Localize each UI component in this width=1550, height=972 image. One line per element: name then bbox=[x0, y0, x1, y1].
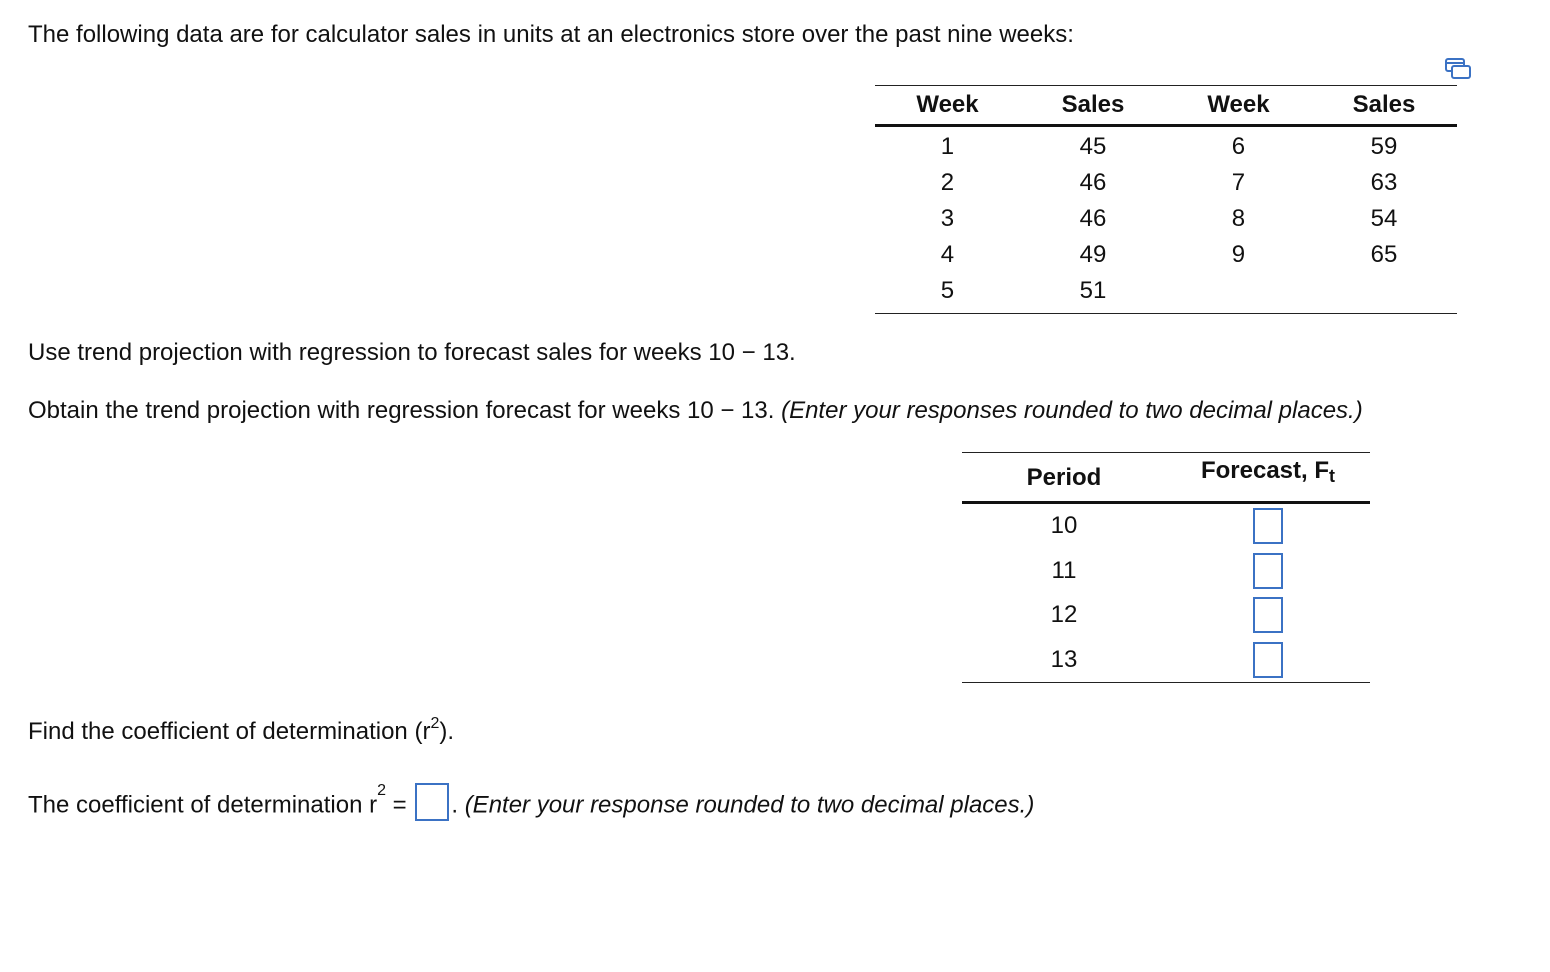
r2-answer-superscript: 2 bbox=[377, 782, 386, 799]
sales-cell bbox=[1311, 273, 1457, 314]
instruction-forecast-hint: (Enter your responses rounded to two decimal places.) bbox=[781, 397, 1363, 424]
table-row bbox=[962, 638, 1370, 683]
week-header: Week bbox=[1166, 86, 1311, 126]
table-row bbox=[875, 165, 1457, 201]
find-r2-prefix: Find the coefficient of determination (r bbox=[28, 718, 431, 745]
period-cell: 13 bbox=[1050, 645, 1078, 673]
copy-icon[interactable] bbox=[1445, 58, 1471, 80]
sales-cell: 65 bbox=[1370, 241, 1398, 268]
data-table-header-row bbox=[875, 86, 1457, 126]
find-r2-question bbox=[28, 715, 455, 745]
week-cell: 1 bbox=[940, 133, 955, 160]
r2-answer-line bbox=[28, 782, 1035, 825]
week-cell: 9 bbox=[1231, 241, 1246, 268]
table-row bbox=[962, 549, 1370, 594]
r2-answer-hint: (Enter your response rounded to two decimal places.) bbox=[464, 791, 1035, 819]
forecast-cell bbox=[1166, 638, 1370, 683]
instruction-forecast bbox=[28, 399, 1363, 423]
table-row bbox=[875, 237, 1457, 273]
forecast-input-12[interactable] bbox=[1253, 597, 1283, 633]
instruction-trend: Use trend projection with regression to forecast sales for weeks 10 − 13. bbox=[28, 339, 796, 366]
sales-cell: 54 bbox=[1370, 205, 1398, 232]
period-cell: 11 bbox=[1051, 556, 1077, 584]
forecast-cell bbox=[1166, 593, 1370, 638]
table-row bbox=[875, 126, 1457, 166]
sales-cell: 51 bbox=[1079, 277, 1107, 304]
r2-answer-prefix: The coefficient of determination r bbox=[28, 791, 378, 819]
forecast-input-11[interactable] bbox=[1253, 553, 1283, 589]
sales-header: Sales bbox=[1020, 86, 1166, 126]
week-cell: 2 bbox=[940, 169, 955, 196]
period-cell: 10 bbox=[1050, 512, 1078, 540]
sales-cell: 45 bbox=[1079, 133, 1107, 160]
week-cell: 8 bbox=[1231, 205, 1246, 232]
period-header: Period bbox=[962, 453, 1166, 503]
forecast-cell bbox=[1166, 503, 1370, 549]
find-r2-suffix: ). bbox=[439, 718, 455, 745]
r2-input[interactable] bbox=[415, 783, 449, 821]
r2-answer-period: . bbox=[451, 791, 459, 819]
sales-cell: 46 bbox=[1079, 169, 1107, 196]
forecast-table bbox=[962, 452, 1370, 683]
table-row bbox=[962, 593, 1370, 638]
sales-cell: 46 bbox=[1079, 205, 1107, 232]
table-row bbox=[875, 273, 1457, 314]
sales-cell: 59 bbox=[1370, 133, 1398, 160]
period-cell: 12 bbox=[1050, 601, 1078, 629]
forecast-input-13[interactable] bbox=[1253, 642, 1283, 678]
forecast-header bbox=[1166, 453, 1370, 503]
week-cell: 3 bbox=[940, 205, 955, 232]
forecast-cell bbox=[1166, 549, 1370, 594]
sales-cell: 63 bbox=[1370, 169, 1398, 196]
week-cell: 6 bbox=[1231, 133, 1246, 160]
table-row bbox=[962, 503, 1370, 549]
forecast-header-label: Forecast, F bbox=[1200, 457, 1330, 484]
week-cell: 7 bbox=[1231, 169, 1246, 196]
week-cell: 5 bbox=[940, 277, 955, 304]
instruction-forecast-text: Obtain the trend projection with regression forecast for weeks 10 − 13. bbox=[28, 397, 775, 424]
week-cell: 4 bbox=[940, 241, 955, 268]
table-row bbox=[875, 201, 1457, 237]
week-header: Week bbox=[875, 86, 1020, 126]
sales-cell: 49 bbox=[1079, 241, 1107, 268]
forecast-header-subscript: t bbox=[1329, 466, 1336, 486]
sales-data-table bbox=[875, 85, 1457, 314]
find-r2-superscript: 2 bbox=[430, 715, 440, 732]
intro-text: The following data are for calculator sales in units at an electronics store over the past nine weeks: bbox=[28, 21, 1074, 48]
week-cell bbox=[1166, 273, 1311, 314]
forecast-header-row bbox=[962, 453, 1370, 503]
sales-header: Sales bbox=[1311, 86, 1457, 126]
r2-answer-equals: = bbox=[385, 791, 407, 819]
forecast-input-10[interactable] bbox=[1253, 508, 1283, 544]
